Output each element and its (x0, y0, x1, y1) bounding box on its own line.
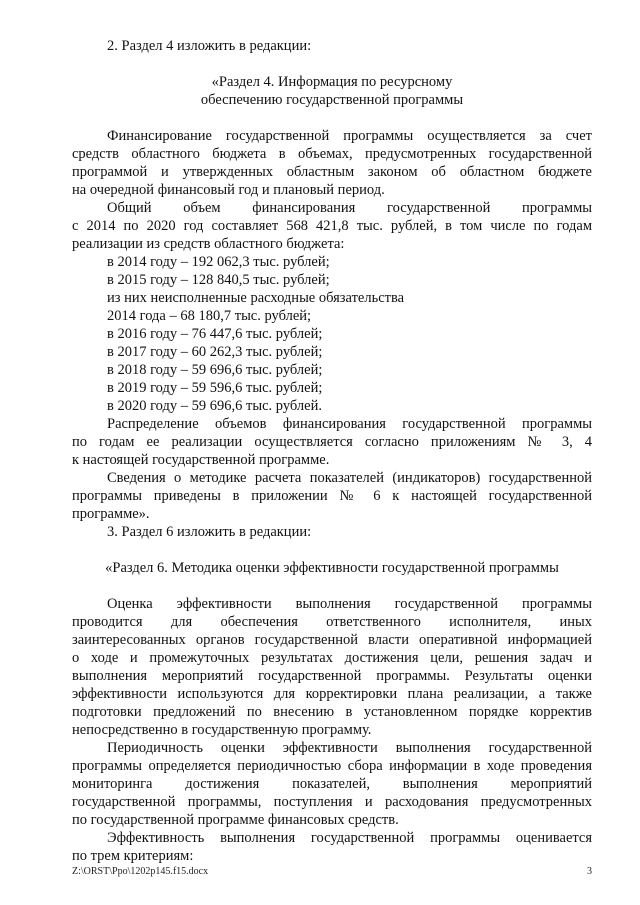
paragraph-5-line: подготовки предложений по внесению в установленном порядке корректив (72, 704, 592, 720)
paragraph-5-line: выполнения мероприятий государственной программы. Результаты оценки (72, 668, 592, 684)
year-line: в 2015 году – 128 840,5 тыс. рублей; (107, 272, 330, 288)
year-line: в 2019 году – 59 596,6 тыс. рублей; (107, 380, 323, 396)
item-2-heading: 2. Раздел 4 изложить в редакции: (107, 38, 312, 54)
paragraph-1-line: средств областного бюджета в объемах, предусмотренных государственной (72, 146, 592, 162)
paragraph-5-line: проводится для обеспечения ответственного исполнителя, иных (72, 614, 592, 630)
paragraph-4-line: Сведения о методике расчета показателей (индикаторов) государственной (107, 470, 592, 486)
footer-page-number: 3 (587, 866, 592, 877)
paragraph-2-line: с 2014 по 2020 год составляет 568 421,8 тыс. рублей, в том числе по годам (72, 218, 592, 234)
paragraph-6-line: Периодичность оценки эффективности выполнения государственной (107, 740, 592, 756)
section-4-title-line-1: «Раздел 4. Информация по ресурсному (211, 74, 453, 90)
paragraph-5-line: эффективности используются для корректировки плана реализации, а также (72, 686, 592, 702)
paragraph-3-line: к настоящей государственной программе. (72, 452, 330, 468)
paragraph-6-line: программы определяется периодичностью сбора информации в ходе проведения (72, 758, 592, 774)
year-line: в 2018 году – 59 696,6 тыс. рублей; (107, 362, 323, 378)
year-line: в 2020 году – 59 696,6 тыс. рублей. (107, 398, 322, 414)
paragraph-7-line: Эффективность выполнения государственной программы оценивается (107, 830, 592, 846)
year-line: из них неисполненные расходные обязательства (107, 290, 405, 306)
paragraph-3-line: по годам ее реализации осуществляется согласно приложениям № 3, 4 (72, 434, 592, 450)
section-4-title-line-2: обеспечению государственной программы (200, 92, 464, 108)
item-3-heading: 3. Раздел 6 изложить в редакции: (107, 524, 312, 540)
paragraph-2-line: Общий объем финансирования государственной программы (107, 200, 592, 216)
paragraph-5-line: о ходе и промежуточных результатах достижения цели, решения задач и (72, 650, 592, 666)
section-6-title: «Раздел 6. Методика оценки эффективности государственной программы (105, 560, 559, 576)
year-line: в 2014 году – 192 062,3 тыс. рублей; (107, 254, 330, 270)
year-line: в 2017 году – 60 262,3 тыс. рублей; (107, 344, 323, 360)
footer-file-path: Z:\ORST\Ppo\1202p145.f15.docx (72, 866, 209, 877)
paragraph-1-line: программой и утвержденных областным законом об областном бюджете (72, 164, 592, 180)
paragraph-4-line: программы приведены в приложении № 6 к настоящей государственной (72, 488, 592, 504)
paragraph-1-line: Финансирование государственной программы осуществляется за счет (107, 128, 592, 144)
paragraph-7-line: по трем критериям: (72, 848, 194, 864)
paragraph-4-line: программе». (72, 506, 150, 522)
paragraph-5-line: заинтересованных органов государственной власти оперативной информацией (72, 632, 592, 648)
year-line: в 2016 году – 76 447,6 тыс. рублей; (107, 326, 323, 342)
paragraph-6-line: государственной программы, поступления и расходования предусмотренных (72, 794, 592, 810)
paragraph-2-line: реализации из средств областного бюджета: (72, 236, 345, 252)
paragraph-3-line: Распределение объемов финансирования государственной программы (107, 416, 592, 432)
year-line: 2014 года – 68 180,7 тыс. рублей; (107, 308, 312, 324)
paragraph-1-line: на очередной финансовый год и плановый период. (72, 182, 385, 198)
paragraph-6-line: по государственной программе финансовых средств. (72, 812, 399, 828)
paragraph-5-line: непосредственно в государственную программу. (72, 722, 372, 738)
paragraph-6-line: мониторинга достижения показателей, выполнения мероприятий (72, 776, 592, 792)
paragraph-5-line: Оценка эффективности выполнения государственной программы (107, 596, 592, 612)
